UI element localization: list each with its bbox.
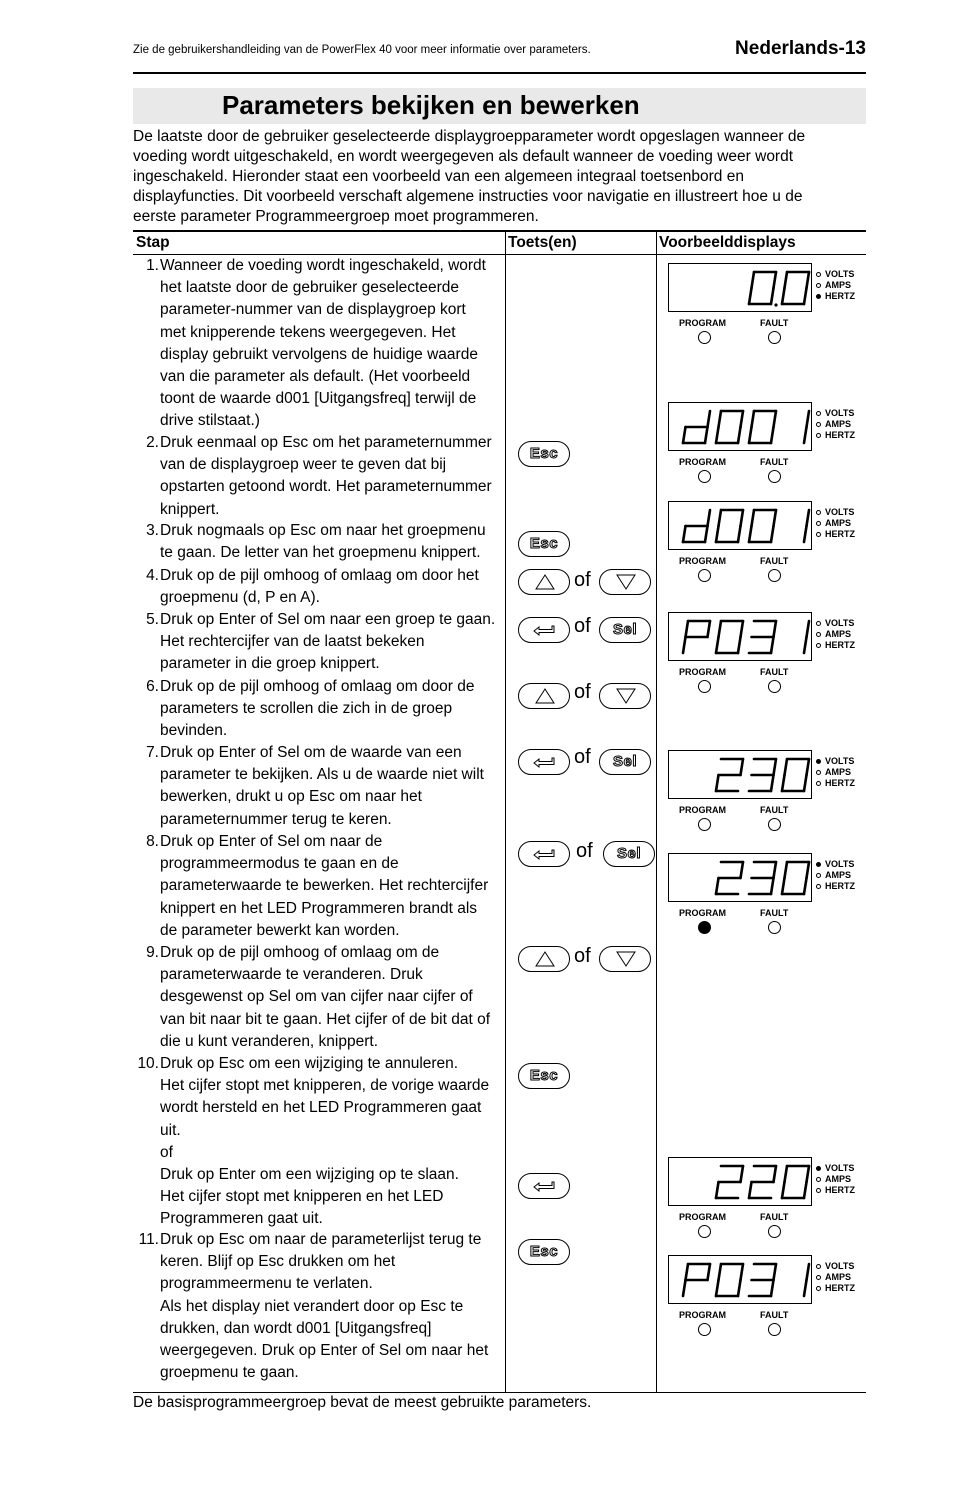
indicator-label: HERTZ bbox=[825, 881, 855, 891]
indicator-label: VOLTS bbox=[825, 1163, 855, 1173]
indicator-hertz bbox=[816, 430, 855, 441]
step-line: Druk eenmaal op Esc om het parameternummer bbox=[160, 434, 492, 451]
indicator-hertz bbox=[816, 529, 855, 540]
intro-line: voeding wordt uitgeschakeld, en wordt weergegeven als default wanneer de voeding weer wordt bbox=[133, 147, 794, 165]
indicator-label: AMPS bbox=[825, 280, 852, 290]
fault-label: FAULT bbox=[760, 1310, 789, 1320]
step-text bbox=[160, 565, 505, 609]
indicator-dot-icon bbox=[816, 770, 821, 775]
program-led bbox=[698, 818, 711, 831]
column-header-displays: Voorbeelddisplays bbox=[659, 234, 796, 251]
step-number: 3. bbox=[146, 522, 159, 539]
unit-indicators bbox=[816, 408, 855, 441]
example-display bbox=[668, 1157, 868, 1253]
indicator-dot-icon bbox=[816, 294, 821, 299]
indicator-dot-icon bbox=[816, 510, 821, 515]
seven-segment-readout bbox=[668, 263, 812, 312]
sel-key[interactable] bbox=[603, 841, 655, 867]
step-2 bbox=[133, 432, 505, 521]
esc-key-label: Esc bbox=[529, 535, 559, 552]
step-line: keren. Blijf op Esc drukken om het bbox=[160, 1253, 396, 1271]
up-arrow-key[interactable] bbox=[518, 569, 570, 595]
step-line: display gebruikt vervolgens de huidige waarde bbox=[160, 345, 478, 363]
indicator-amps bbox=[816, 280, 855, 291]
step-text bbox=[160, 255, 505, 433]
column-divider bbox=[505, 231, 506, 1393]
indicator-dot-icon bbox=[816, 1188, 821, 1193]
esc-key[interactable] bbox=[518, 441, 570, 467]
fault-label: FAULT bbox=[760, 908, 789, 918]
fault-label: FAULT bbox=[760, 1212, 789, 1222]
indicator-amps bbox=[816, 870, 855, 881]
step-text bbox=[160, 520, 505, 564]
program-led bbox=[698, 1225, 711, 1238]
step-line: parameters te scrollen die zich in de groep bbox=[160, 700, 453, 718]
step-3 bbox=[133, 520, 505, 564]
example-display bbox=[668, 750, 868, 846]
header-note: Zie de gebruikershandleiding van de PowerFlex 40 voor meer informatie over parameters. bbox=[133, 44, 591, 56]
step-number: 9. bbox=[146, 944, 159, 961]
indicator-dot-icon bbox=[816, 283, 821, 288]
step-line: Het cijfer stopt met knipperen, de vorige waarde bbox=[160, 1077, 490, 1095]
program-label: PROGRAM bbox=[679, 457, 726, 467]
step-line: parameterwaarde te veranderen. Druk bbox=[160, 966, 423, 984]
enter-key[interactable] bbox=[518, 1173, 570, 1199]
indicator-label: VOLTS bbox=[825, 859, 855, 869]
fault-label: FAULT bbox=[760, 318, 789, 328]
step-1 bbox=[133, 255, 505, 433]
indicator-hertz bbox=[816, 291, 855, 302]
down-arrow-key[interactable] bbox=[599, 683, 651, 709]
intro-line: eerste parameter Programmeergroep moet programmeren. bbox=[133, 207, 539, 225]
step-line: Druk op de pijl omhoog of omlaag om door het bbox=[160, 567, 479, 584]
indicator-label: AMPS bbox=[825, 870, 852, 880]
indicator-dot-icon bbox=[816, 411, 821, 416]
or-label: of bbox=[574, 615, 591, 637]
indicator-dot-icon bbox=[816, 781, 821, 786]
step-line: Druk nogmaals op Esc om naar het groepmenu bbox=[160, 522, 486, 539]
indicator-volts bbox=[816, 756, 855, 767]
indicator-dot-icon bbox=[816, 1177, 821, 1182]
step-line: Druk op de pijl omhoog of omlaag om door de bbox=[160, 678, 475, 695]
fault-led bbox=[768, 1323, 781, 1336]
indicator-label: AMPS bbox=[825, 1272, 852, 1282]
step-text bbox=[160, 1229, 505, 1384]
step-line: groepmenu (d, P en A). bbox=[160, 589, 320, 607]
header-rule bbox=[133, 72, 866, 74]
down-arrow-key[interactable] bbox=[599, 946, 651, 972]
indicator-volts bbox=[816, 618, 855, 629]
step-line: van die parameter als default. (Het voorbeeld bbox=[160, 368, 471, 386]
program-led bbox=[698, 680, 711, 693]
step-number: 6. bbox=[146, 678, 159, 695]
indicator-label: AMPS bbox=[825, 419, 852, 429]
example-display bbox=[668, 853, 868, 949]
readout-digits bbox=[669, 264, 813, 313]
intro-line: ingeschakeld. Hieronder staat een voorbeeld van een algemeen integraal toetsenbord en bbox=[133, 167, 744, 185]
readout-digits bbox=[669, 502, 813, 551]
step-line: weergegeven. Druk op Enter of Sel om naar het bbox=[160, 1342, 489, 1360]
step-line: parameter in die groep knippert. bbox=[160, 655, 380, 673]
step-line: die u kunt veranderen, knippert. bbox=[160, 1032, 378, 1050]
indicator-label: VOLTS bbox=[825, 618, 855, 628]
step-line: van bit naar bit te gaan. Het cijfer of de bit dat of bbox=[160, 1010, 491, 1028]
fault-label: FAULT bbox=[760, 457, 789, 467]
program-led bbox=[698, 1323, 711, 1336]
fault-led bbox=[768, 1225, 781, 1238]
indicator-dot-icon bbox=[816, 521, 821, 526]
step-line: parameter te bekijken. Als u de waarde niet wilt bbox=[160, 766, 484, 784]
example-display bbox=[668, 263, 868, 359]
indicator-label: HERTZ bbox=[825, 291, 855, 301]
sel-key-label: Sel bbox=[612, 621, 637, 638]
enter-icon bbox=[519, 750, 569, 774]
step-text bbox=[160, 831, 505, 942]
step-line: met knipperende tekens weergegeven. Het bbox=[160, 323, 456, 341]
step-5 bbox=[133, 609, 505, 676]
step-10 bbox=[133, 1053, 505, 1231]
indicator-dot-icon bbox=[816, 272, 821, 277]
seven-segment-readout bbox=[668, 402, 812, 451]
up-arrow-icon bbox=[519, 684, 569, 708]
fault-led bbox=[768, 680, 781, 693]
step-line: knippert. bbox=[160, 500, 220, 518]
sel-key[interactable] bbox=[599, 749, 651, 775]
example-display bbox=[668, 1255, 868, 1351]
step-line: of bbox=[160, 1143, 173, 1161]
indicator-dot-icon bbox=[816, 422, 821, 427]
unit-indicators bbox=[816, 507, 855, 540]
step-number: 4. bbox=[146, 567, 159, 584]
step-line: toont de waarde d001 [Uitgangsfreq] terwijl de bbox=[160, 390, 477, 408]
step-line: programmeermenu te verlaten. bbox=[160, 1275, 373, 1293]
program-label: PROGRAM bbox=[679, 556, 726, 566]
sel-key[interactable] bbox=[599, 617, 651, 643]
indicator-label: HERTZ bbox=[825, 430, 855, 440]
page-title: Parameters bekijken en bewerken bbox=[222, 90, 640, 120]
step-line: parameter-nummer van de displaygroep kort bbox=[160, 301, 466, 319]
step-text bbox=[160, 942, 505, 1053]
enter-key[interactable] bbox=[518, 749, 570, 775]
enter-icon bbox=[519, 1174, 569, 1198]
step-number: 10. bbox=[137, 1055, 159, 1072]
indicator-dot-icon bbox=[816, 621, 821, 626]
esc-key-label: Esc bbox=[529, 1067, 559, 1084]
step-line: Als het display niet verandert door op Esc te bbox=[160, 1297, 464, 1315]
indicator-volts bbox=[816, 507, 855, 518]
unit-indicators bbox=[816, 859, 855, 892]
step-line: Programmeren gaat uit. bbox=[160, 1210, 323, 1228]
fault-label: FAULT bbox=[760, 556, 789, 566]
seven-segment-readout bbox=[668, 612, 812, 661]
indicator-amps bbox=[816, 629, 855, 640]
fault-led bbox=[768, 331, 781, 344]
step-line: drive stilstaat.) bbox=[160, 412, 260, 430]
column-header-step: Stap bbox=[136, 234, 170, 251]
esc-key-label: Esc bbox=[529, 1243, 559, 1260]
intro-paragraph bbox=[133, 127, 868, 227]
indicator-volts bbox=[816, 1261, 855, 1272]
unit-indicators bbox=[816, 1163, 855, 1196]
intro-line: De laatste door de gebruiker geselecteerde displaygroepparameter wordt opgeslagen wanneer de bbox=[133, 128, 806, 145]
step-line: uit. bbox=[160, 1121, 181, 1139]
unit-indicators bbox=[816, 618, 855, 651]
table-bottom-rule bbox=[133, 1392, 866, 1393]
down-arrow-icon bbox=[600, 570, 650, 594]
step-line: parameterwaarde te bewerken. Het rechtercijfer bbox=[160, 877, 489, 895]
step-line: Druk op Esc om een wijziging te annuleren. bbox=[160, 1055, 459, 1072]
unit-indicators bbox=[816, 269, 855, 302]
readout-digits bbox=[669, 854, 813, 903]
step-line: drukken, dan wordt d001 [Uitgangsfreq] bbox=[160, 1319, 432, 1337]
sel-key-label: Sel bbox=[616, 845, 641, 862]
seven-segment-readout bbox=[668, 1157, 812, 1206]
indicator-label: HERTZ bbox=[825, 1185, 855, 1195]
indicator-label: VOLTS bbox=[825, 507, 855, 517]
column-divider bbox=[656, 231, 657, 1393]
step-text bbox=[160, 432, 505, 521]
step-line: groepmenu te gaan. bbox=[160, 1364, 299, 1382]
readout-digits bbox=[669, 1256, 813, 1305]
step-number: 8. bbox=[146, 833, 159, 850]
indicator-amps bbox=[816, 767, 855, 778]
page-label: Nederlands-13 bbox=[735, 38, 866, 59]
step-text bbox=[160, 609, 505, 676]
fault-led bbox=[768, 921, 781, 934]
step-line: Het cijfer stopt met knipperen en het LED bbox=[160, 1188, 444, 1206]
indicator-hertz bbox=[816, 640, 855, 651]
program-label: PROGRAM bbox=[679, 1310, 726, 1320]
seven-segment-readout bbox=[668, 750, 812, 799]
step-text bbox=[160, 676, 505, 743]
indicator-dot-icon bbox=[816, 433, 821, 438]
unit-indicators bbox=[816, 756, 855, 789]
intro-line: displayfuncties. Dit voorbeeld verschaft algemene instructies voor navigatie en illustreert hoe u de bbox=[133, 187, 803, 205]
example-display bbox=[668, 402, 868, 498]
step-text bbox=[160, 742, 505, 831]
up-arrow-key[interactable] bbox=[518, 683, 570, 709]
indicator-dot-icon bbox=[816, 532, 821, 537]
program-led bbox=[698, 569, 711, 582]
indicator-volts bbox=[816, 269, 855, 280]
step-text bbox=[160, 1053, 505, 1231]
step-line: bewerken, drukt u op Esc om naar het bbox=[160, 788, 422, 806]
step-line: van de displaygroep weer te geven dat bij bbox=[160, 456, 447, 474]
down-arrow-key[interactable] bbox=[599, 569, 651, 595]
esc-key-label: Esc bbox=[529, 445, 559, 462]
step-number: 1. bbox=[146, 257, 159, 274]
indicator-volts bbox=[816, 1163, 855, 1174]
indicator-label: HERTZ bbox=[825, 640, 855, 650]
program-label: PROGRAM bbox=[679, 318, 726, 328]
indicator-amps bbox=[816, 419, 855, 430]
readout-digits bbox=[669, 403, 813, 452]
step-number: 2. bbox=[146, 434, 159, 451]
unit-indicators bbox=[816, 1261, 855, 1294]
step-number: 5. bbox=[146, 611, 159, 628]
step-line: Druk op Enter of Sel om naar de bbox=[160, 833, 383, 850]
example-display bbox=[668, 501, 868, 597]
readout-digits bbox=[669, 613, 813, 662]
indicator-dot-icon bbox=[816, 1286, 821, 1291]
step-line: Druk op Enter of Sel om de waarde van een bbox=[160, 744, 462, 761]
step-line: Druk op de pijl omhoog of omlaag om de bbox=[160, 944, 440, 961]
indicator-label: HERTZ bbox=[825, 1283, 855, 1293]
fault-led bbox=[768, 470, 781, 483]
enter-key[interactable] bbox=[518, 617, 570, 643]
esc-key[interactable] bbox=[518, 1239, 570, 1265]
enter-key[interactable] bbox=[518, 841, 570, 867]
step-line: parameternummer terug te keren. bbox=[160, 810, 392, 828]
step-line: bevinden. bbox=[160, 722, 228, 740]
down-arrow-icon bbox=[600, 947, 650, 971]
up-arrow-icon bbox=[519, 570, 569, 594]
step-line: knippert en het LED Programmeren brandt als bbox=[160, 899, 478, 917]
program-label: PROGRAM bbox=[679, 1212, 726, 1222]
down-arrow-icon bbox=[600, 684, 650, 708]
step-7 bbox=[133, 742, 505, 831]
step-line: opstarten getoond wordt. Het parameternummer bbox=[160, 478, 492, 496]
indicator-label: VOLTS bbox=[825, 1261, 855, 1271]
step-line: wordt hersteld en het LED Programmeren gaat bbox=[160, 1099, 482, 1117]
esc-key[interactable] bbox=[518, 1063, 570, 1089]
indicator-dot-icon bbox=[816, 759, 821, 764]
footer-note: De basisprogrammeergroep bevat de meest gebruikte parameters. bbox=[133, 1394, 592, 1411]
sel-key-label: Sel bbox=[612, 753, 637, 770]
indicator-label: AMPS bbox=[825, 518, 852, 528]
step-line: het laatste door de gebruiker geselecteerde bbox=[160, 279, 460, 297]
indicator-dot-icon bbox=[816, 1264, 821, 1269]
program-led bbox=[698, 470, 711, 483]
indicator-amps bbox=[816, 1272, 855, 1283]
readout-digits bbox=[669, 1158, 813, 1207]
example-display bbox=[668, 612, 868, 708]
program-led bbox=[698, 921, 711, 934]
step-line: desgewenst op Sel om van cijfer naar cijfer of bbox=[160, 988, 473, 1006]
indicator-amps bbox=[816, 1174, 855, 1185]
indicator-label: AMPS bbox=[825, 1174, 852, 1184]
step-4 bbox=[133, 565, 505, 609]
fault-label: FAULT bbox=[760, 805, 789, 815]
up-arrow-icon bbox=[519, 947, 569, 971]
indicator-label: AMPS bbox=[825, 629, 852, 639]
step-line: Wanneer de voeding wordt ingeschakeld, wordt bbox=[160, 257, 486, 274]
table-top-rule bbox=[133, 230, 866, 232]
indicator-volts bbox=[816, 408, 855, 419]
step-line: Het rechtercijfer van de laatst bekeken bbox=[160, 633, 425, 651]
step-9 bbox=[133, 942, 505, 1053]
or-label: of bbox=[576, 840, 593, 862]
enter-icon bbox=[519, 618, 569, 642]
indicator-label: AMPS bbox=[825, 767, 852, 777]
step-line: Druk op Enter om een wijziging op te slaan. bbox=[160, 1166, 459, 1184]
or-label: of bbox=[574, 945, 591, 967]
esc-key[interactable] bbox=[518, 531, 570, 557]
or-label: of bbox=[574, 746, 591, 768]
program-label: PROGRAM bbox=[679, 805, 726, 815]
step-6 bbox=[133, 676, 505, 743]
seven-segment-readout bbox=[668, 501, 812, 550]
or-label: of bbox=[574, 681, 591, 703]
indicator-label: HERTZ bbox=[825, 529, 855, 539]
step-11 bbox=[133, 1229, 505, 1384]
indicator-dot-icon bbox=[816, 1275, 821, 1280]
step-number: 7. bbox=[146, 744, 159, 761]
step-line: programmeermodus te gaan en de bbox=[160, 855, 399, 873]
program-label: PROGRAM bbox=[679, 667, 726, 677]
indicator-dot-icon bbox=[816, 643, 821, 648]
indicator-amps bbox=[816, 518, 855, 529]
indicator-hertz bbox=[816, 1283, 855, 1294]
step-8 bbox=[133, 831, 505, 942]
indicator-label: HERTZ bbox=[825, 778, 855, 788]
enter-icon bbox=[519, 842, 569, 866]
indicator-dot-icon bbox=[816, 632, 821, 637]
indicator-dot-icon bbox=[816, 873, 821, 878]
step-number: 11. bbox=[138, 1231, 159, 1248]
program-label: PROGRAM bbox=[679, 908, 726, 918]
step-line: Druk op Enter of Sel om naar een groep te gaan. bbox=[160, 611, 496, 628]
indicator-dot-icon bbox=[816, 884, 821, 889]
indicator-hertz bbox=[816, 1185, 855, 1196]
program-led bbox=[698, 331, 711, 344]
readout-digits bbox=[669, 751, 813, 800]
column-header-keys: Toets(en) bbox=[508, 234, 577, 251]
fault-led bbox=[768, 818, 781, 831]
step-line: te gaan. De letter van het groepmenu knippert. bbox=[160, 544, 481, 562]
fault-label: FAULT bbox=[760, 667, 789, 677]
step-line: Druk op Esc om naar de parameterlijst terug te bbox=[160, 1231, 482, 1248]
indicator-volts bbox=[816, 859, 855, 870]
indicator-label: VOLTS bbox=[825, 756, 855, 766]
indicator-hertz bbox=[816, 778, 855, 789]
or-label: of bbox=[574, 569, 591, 591]
indicator-label: VOLTS bbox=[825, 269, 855, 279]
indicator-label: VOLTS bbox=[825, 408, 855, 418]
up-arrow-key[interactable] bbox=[518, 946, 570, 972]
seven-segment-readout bbox=[668, 1255, 812, 1304]
indicator-hertz bbox=[816, 881, 855, 892]
fault-led bbox=[768, 569, 781, 582]
step-line: de parameter bewerkt kan worden. bbox=[160, 921, 400, 939]
indicator-dot-icon bbox=[816, 862, 821, 867]
seven-segment-readout bbox=[668, 853, 812, 902]
indicator-dot-icon bbox=[816, 1166, 821, 1171]
